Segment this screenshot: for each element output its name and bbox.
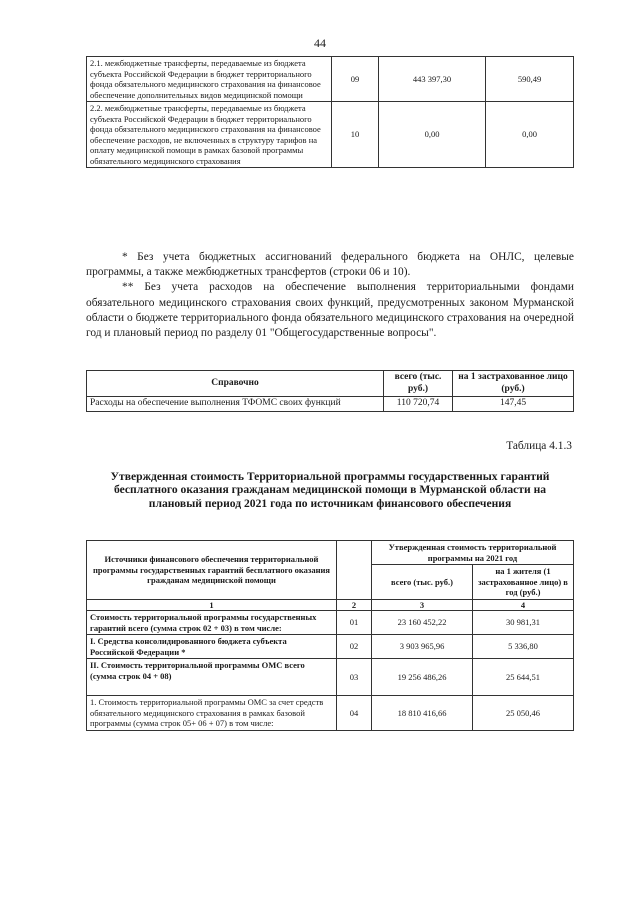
table-row [87, 635, 574, 659]
row-source: Стоимость территориальной программы государственных гарантий всего (сумма строк 02 + 03) в том числе: [87, 611, 337, 635]
table-header-row [87, 541, 574, 565]
table-row [87, 696, 574, 731]
row-code: 09 [332, 57, 379, 102]
row-per-person: 5 336,80 [473, 635, 574, 659]
table-header-row [87, 371, 574, 397]
row-total: 0,00 [379, 102, 486, 168]
row-per-person: 147,45 [453, 397, 574, 412]
footnote-2: ** Без учета расходов на обеспечение выполнения территориальными фондами обязательного медицинского страхования своих функций, предусмотренных законом Мурманской области о бюджете территориального фонда обязательного медицинского страхования на очередной год и плановый период по разделу 01 "Общегосударственные вопросы". [86, 281, 574, 340]
table-row [87, 102, 574, 168]
header-code [337, 541, 372, 600]
row-total: 443 397,30 [379, 57, 486, 102]
row-description: 2.1. межбюджетные трансферты, передаваемые из бюджета субъекта Российской Федерации в бюджет территориального фонда обязательного медицинского страхования на финансовое обеспечение дополнительных видов медицинской помощи [87, 57, 332, 102]
row-code: 04 [337, 696, 372, 731]
row-total: 3 903 965,96 [372, 635, 473, 659]
footnotes [86, 250, 574, 341]
reference-table [86, 370, 574, 412]
transfers-table [86, 56, 574, 168]
col-number: 3 [372, 599, 473, 611]
page-number: 44 [314, 36, 326, 50]
table-row [87, 397, 574, 412]
row-total: 19 256 486,26 [372, 659, 473, 696]
row-code: 03 [337, 659, 372, 696]
column-numbers-row [87, 599, 574, 611]
row-source: I. Средства консолидированного бюджета субъекта Российской Федерации * [87, 635, 337, 659]
header-per-resident: на 1 жителя (1 застрахованное лицо) в год (руб.) [473, 565, 574, 600]
row-per-person: 25 050,46 [473, 696, 574, 731]
row-code: 02 [337, 635, 372, 659]
row-source: 1. Стоимость территориальной программы ОМС за счет средств обязательного медицинского страхования в рамках базовой программы (сумма строк 05+ 06 + 07) в том числе: [87, 696, 337, 731]
row-description: Расходы на обеспечение выполнения ТФОМС своих функций [87, 397, 384, 412]
table-label: Таблица 4.1.3 [506, 440, 572, 452]
header-per-person: на 1 застрахованное лицо (руб.) [453, 371, 574, 397]
col-number: 1 [87, 599, 337, 611]
table-title: Утвержденная стоимость Территориальной программы государственных гарантий бесплатного оказания гражданам медицинской помощи в Мурманской области на плановый период 2021 года по источникам финансового обеспечения [110, 470, 550, 510]
row-description: 2.2. межбюджетные трансферты, передаваемые из бюджета субъекта Российской Федерации в бюджет территориального фонда обязательного медицинского страхования на финансовое обеспечение расходов, не включенных в структуру тарифов на оплату медицинской помощи в рамках базовой программы обязательного медицинского страхования [87, 102, 332, 168]
table-row [87, 659, 574, 696]
footnote-1: * Без учета бюджетных ассигнований федерального бюджета на ОНЛС, целевые программы, а также межбюджетных трансфертов (строки 06 и 10). [86, 251, 574, 279]
row-total: 18 810 416,66 [372, 696, 473, 731]
row-per-person: 30 981,31 [473, 611, 574, 635]
col-number: 4 [473, 599, 574, 611]
row-source: II. Стоимость территориальной программы ОМС всего (сумма строк 04 + 08) [87, 659, 337, 696]
col-number: 2 [337, 599, 372, 611]
row-per-person: 590,49 [486, 57, 574, 102]
row-total: 23 160 452,22 [372, 611, 473, 635]
header-sources: Источники финансового обеспечения территориальной программы государственных гарантий бесплатного оказания гражданам медицинской помощи [87, 541, 337, 600]
header-total: всего (тыс. руб.) [372, 565, 473, 600]
header-cost: Утвержденная стоимость территориальной программы на 2021 год [372, 541, 574, 565]
table-row [87, 57, 574, 102]
row-per-person: 25 644,51 [473, 659, 574, 696]
table-row [87, 611, 574, 635]
cost-by-source-table [86, 540, 574, 731]
row-code: 10 [332, 102, 379, 168]
row-code: 01 [337, 611, 372, 635]
row-per-person: 0,00 [486, 102, 574, 168]
row-total: 110 720,74 [384, 397, 453, 412]
header-reference: Справочно [87, 371, 384, 397]
header-total: всего (тыс. руб.) [384, 371, 453, 397]
